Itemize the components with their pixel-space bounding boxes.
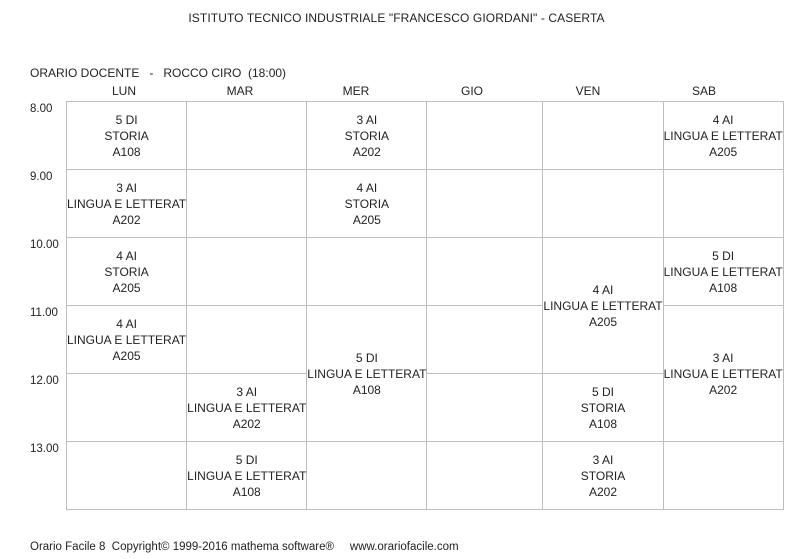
day-header-lun: LUN bbox=[111, 84, 136, 98]
lesson-room: A202 bbox=[352, 144, 381, 159]
empty-cell bbox=[187, 170, 307, 238]
lesson-subject: STORIA bbox=[580, 468, 626, 483]
lesson-subject: LINGUA E LETTERAT bbox=[67, 196, 187, 211]
empty-cell bbox=[67, 374, 187, 442]
timetable-grid bbox=[66, 101, 784, 510]
day-header-sab: SAB bbox=[691, 84, 716, 98]
lesson-cell bbox=[307, 306, 427, 442]
lesson-subject: STORIA bbox=[580, 400, 626, 415]
lesson-class: 5 DI bbox=[591, 384, 614, 399]
lesson-room: A108 bbox=[588, 416, 617, 431]
empty-cell bbox=[427, 306, 543, 374]
empty-cell bbox=[427, 170, 543, 238]
lesson-room: A108 bbox=[112, 144, 141, 159]
lesson-room: A205 bbox=[112, 280, 141, 295]
lesson-cell bbox=[543, 238, 663, 374]
empty-cell bbox=[427, 442, 543, 510]
day-header-gio: GIO bbox=[460, 84, 483, 98]
lesson-subject: LINGUA E LETTERAT bbox=[663, 366, 783, 381]
empty-cell bbox=[427, 102, 543, 170]
lesson-class: 5 DI bbox=[712, 248, 735, 263]
lesson-class: 4 AI bbox=[356, 180, 378, 195]
lesson-subject: LINGUA E LETTERAT bbox=[663, 264, 783, 279]
day-header-ven: VEN bbox=[575, 84, 601, 98]
empty-cell bbox=[663, 442, 783, 510]
lesson-subject: LINGUA E LETTERAT bbox=[663, 128, 783, 143]
lesson-cell bbox=[543, 374, 663, 442]
lesson-cell bbox=[663, 102, 783, 170]
lesson-class: 3 AI bbox=[116, 180, 137, 195]
empty-cell bbox=[67, 442, 187, 510]
day-header-mer: MER bbox=[342, 84, 370, 98]
lesson-room: A108 bbox=[232, 484, 261, 499]
school-title: ISTITUTO TECNICO INDUSTRIALE "FRANCESCO GIORDANI" - CASERTA bbox=[188, 11, 605, 25]
lesson-subject: LINGUA E LETTERAT bbox=[67, 332, 187, 347]
lesson-cell bbox=[187, 442, 307, 510]
lesson-cell bbox=[67, 238, 187, 306]
time-label-12: 12.00 bbox=[30, 375, 59, 387]
empty-cell bbox=[307, 238, 427, 306]
footer-copyright: Orario Facile 8 Copyright© 1999-2016 mathema software® www.orariofacile.com bbox=[30, 541, 459, 553]
day-header-mar: MAR bbox=[226, 84, 254, 98]
lesson-class: 5 DI bbox=[115, 112, 138, 127]
empty-cell bbox=[427, 238, 543, 306]
empty-cell bbox=[187, 238, 307, 306]
lesson-cell bbox=[663, 238, 783, 306]
time-label-10: 10.00 bbox=[30, 239, 59, 251]
lesson-class: 4 AI bbox=[592, 282, 614, 297]
empty-cell bbox=[427, 374, 543, 442]
lesson-room: A202 bbox=[709, 382, 738, 397]
lesson-class: 3 AI bbox=[712, 350, 734, 365]
lesson-room: A205 bbox=[588, 314, 617, 329]
lesson-cell bbox=[67, 306, 187, 374]
lesson-subject: LINGUA E LETTERAT bbox=[543, 298, 663, 313]
lesson-subject: LINGUA E LETTERAT bbox=[187, 400, 307, 415]
lesson-cell bbox=[67, 102, 187, 170]
lesson-room: A202 bbox=[588, 484, 617, 499]
lesson-cell bbox=[67, 170, 187, 238]
lesson-cell bbox=[543, 442, 663, 510]
lesson-cell bbox=[663, 306, 783, 442]
lesson-room: A205 bbox=[112, 348, 141, 363]
time-label-9: 9.00 bbox=[30, 171, 53, 183]
lesson-subject: STORIA bbox=[104, 264, 149, 279]
lesson-class: 3 AI bbox=[592, 452, 614, 467]
lesson-subject: STORIA bbox=[344, 196, 390, 211]
lesson-subject: STORIA bbox=[344, 128, 390, 143]
time-label-13: 13.00 bbox=[30, 443, 59, 455]
lesson-class: 5 DI bbox=[235, 452, 258, 467]
lesson-cell bbox=[187, 374, 307, 442]
lesson-room: A202 bbox=[232, 416, 261, 431]
empty-cell bbox=[543, 102, 663, 170]
lesson-class: 4 AI bbox=[116, 316, 137, 331]
empty-cell bbox=[187, 306, 307, 374]
empty-cell bbox=[187, 102, 307, 170]
lesson-subject: LINGUA E LETTERAT bbox=[187, 468, 307, 483]
empty-cell bbox=[543, 170, 663, 238]
lesson-class: 3 AI bbox=[356, 112, 378, 127]
lesson-cell bbox=[307, 102, 427, 170]
lesson-class: 4 AI bbox=[116, 248, 137, 263]
empty-cell bbox=[307, 442, 427, 510]
lesson-class: 5 DI bbox=[355, 350, 378, 365]
lesson-room: A205 bbox=[709, 144, 738, 159]
teacher-schedule-label: ORARIO DOCENTE - ROCCO CIRO (18:00) bbox=[30, 66, 287, 80]
time-label-11: 11.00 bbox=[30, 307, 58, 319]
lesson-subject: STORIA bbox=[104, 128, 149, 143]
lesson-class: 4 AI bbox=[712, 112, 734, 127]
time-label-8: 8.00 bbox=[30, 103, 53, 115]
lesson-room: A108 bbox=[709, 280, 738, 295]
lesson-cell bbox=[307, 170, 427, 238]
lesson-room: A202 bbox=[112, 212, 141, 227]
lesson-room: A205 bbox=[352, 212, 381, 227]
lesson-class: 3 AI bbox=[236, 384, 258, 399]
lesson-room: A108 bbox=[352, 382, 381, 397]
empty-cell bbox=[663, 170, 783, 238]
lesson-subject: LINGUA E LETTERAT bbox=[307, 366, 427, 381]
